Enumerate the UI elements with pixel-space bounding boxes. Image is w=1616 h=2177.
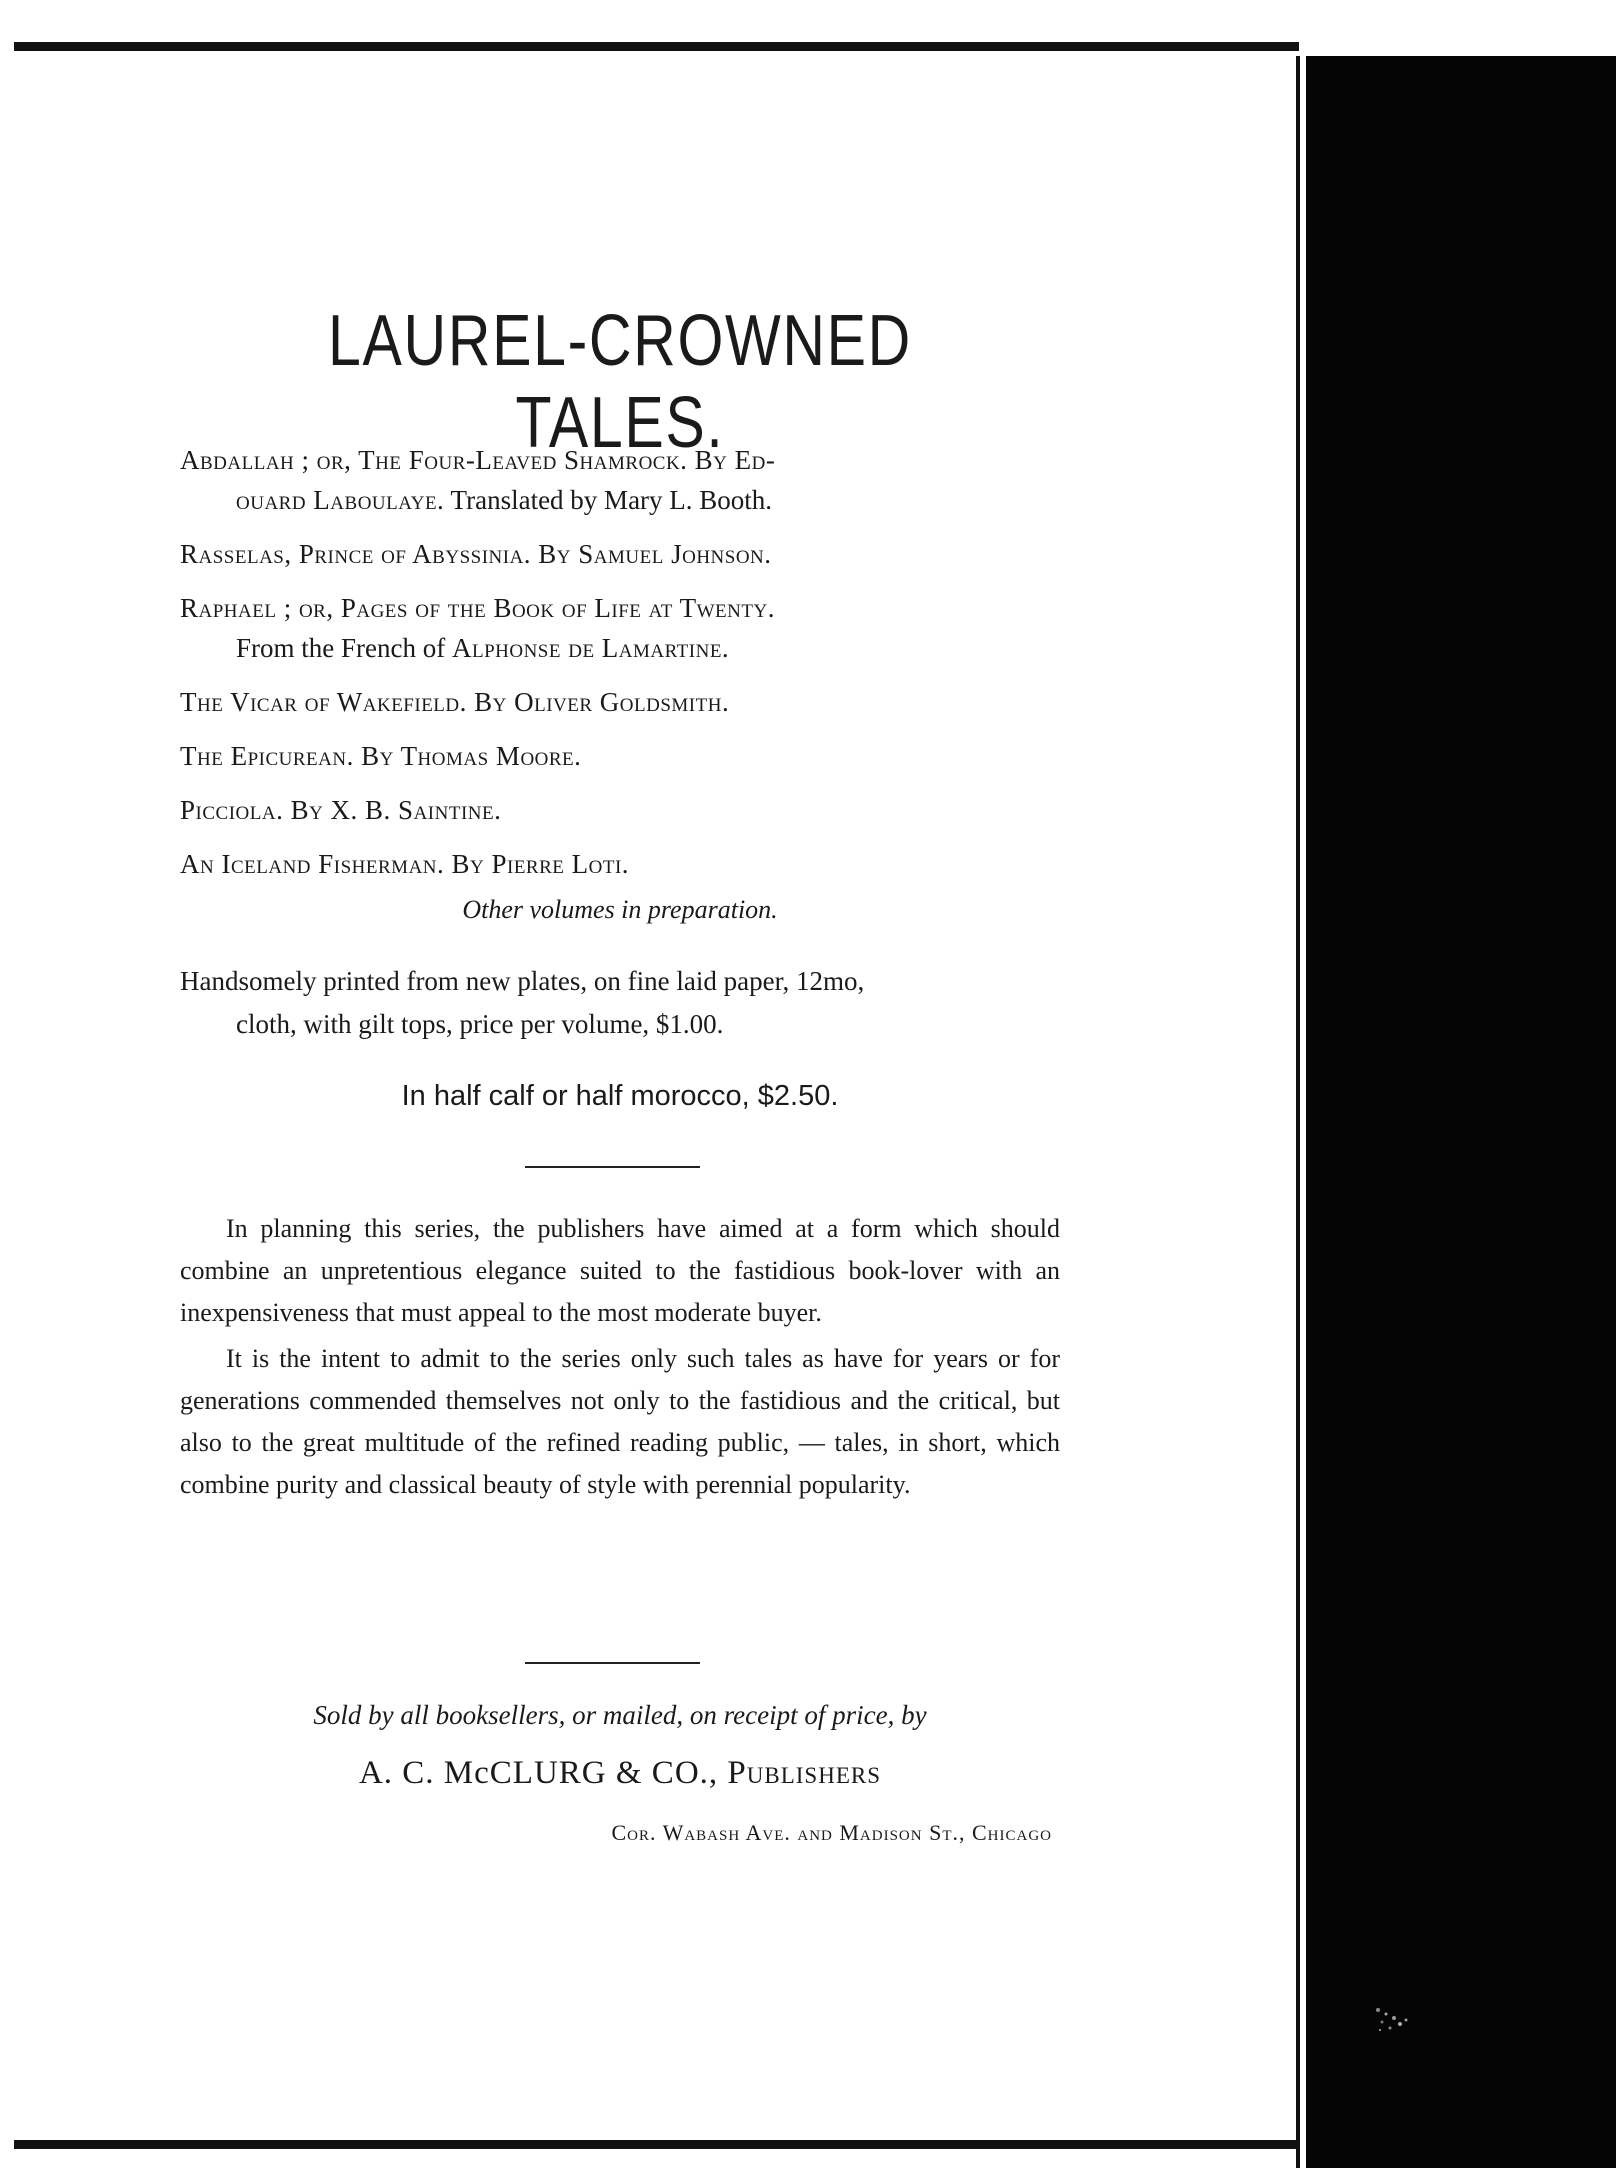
book-subline-prefix: From the French of — [236, 633, 452, 663]
book-entry — [180, 682, 1060, 722]
book-list — [180, 440, 1060, 898]
book-entry — [180, 534, 1060, 574]
scan-bottom-edge — [14, 2140, 1299, 2149]
series-description — [180, 1208, 1060, 1510]
book-title: Abdallah ; or, The Four-Leaved Shamrock. By Ed- — [180, 445, 776, 475]
book-title: The Vicar of Wakefield. By Oliver Goldsmith. — [180, 687, 730, 717]
scan-top-edge — [14, 42, 1299, 51]
description-paragraph: It is the intent to admit to the series only such tales as have for years or for generations commended themselves not only to the fastidious and the critical, but also to the great multitude of the refined reading public, — tales, in short, which combine purity and classical beauty of style with perennial popularity. — [180, 1344, 1060, 1499]
scan-gutter-line — [1296, 56, 1300, 2168]
book-entry — [180, 440, 1060, 520]
book-title: An Iceland Fisherman. By Pierre Loti. — [180, 849, 630, 879]
book-title: Raphael ; or, Pages of the Book of Life at Twenty. — [180, 593, 775, 623]
book-title: Rasselas, Prince of Abyssinia. By Samuel Johnson. — [180, 539, 772, 569]
book-entry — [180, 588, 1060, 668]
book-subline-translator: Translated by Mary L. Booth. — [444, 485, 773, 515]
publisher-address: Cor. Wabash Ave. and Madison St., Chicago — [611, 1820, 1052, 1845]
book-entry — [180, 844, 1060, 884]
book-subline-author: ouard Laboulaye. — [236, 485, 445, 515]
printing-details — [180, 960, 1060, 1046]
printing-line-2: cloth, with gilt tops, price per volume, $1.00. — [236, 1009, 724, 1039]
book-title: Picciola. By X. B. Saintine. — [180, 795, 502, 825]
publisher-name — [180, 1755, 1060, 1792]
scan-speckle — [1370, 2000, 1420, 2040]
publisher-company: A. C. McCLURG & CO., — [358, 1755, 719, 1791]
book-entry — [180, 736, 1060, 776]
book-entry — [180, 790, 1060, 830]
section-divider — [525, 1166, 700, 1168]
preparation-note: Other volumes in preparation. — [462, 895, 778, 924]
section-divider — [525, 1662, 700, 1664]
book-title: The Epicurean. By Thomas Moore. — [180, 741, 582, 771]
scan-dark-margin — [1306, 56, 1616, 2168]
book-subline — [180, 480, 1060, 520]
publisher-role: Publishers — [727, 1755, 882, 1791]
binding-price: In half calf or half morocco, $2.50. — [401, 1080, 839, 1112]
page-title: LAUREL-CROWNED TALES. — [328, 301, 912, 463]
description-paragraph: In planning this series, the publishers have aimed at a form which should combine an unpretentious elegance suited to the fastidious book-lover with an inexpensiveness that must appeal to the most moderate buyer. — [180, 1214, 1060, 1327]
sales-note: Sold by all booksellers, or mailed, on receipt of price, by — [313, 1700, 927, 1730]
book-subline-author: Alphonse de Lamartine. — [451, 633, 730, 663]
book-subline — [180, 628, 1060, 668]
printing-line-1: Handsomely printed from new plates, on fine laid paper, 12mo, — [180, 966, 865, 996]
